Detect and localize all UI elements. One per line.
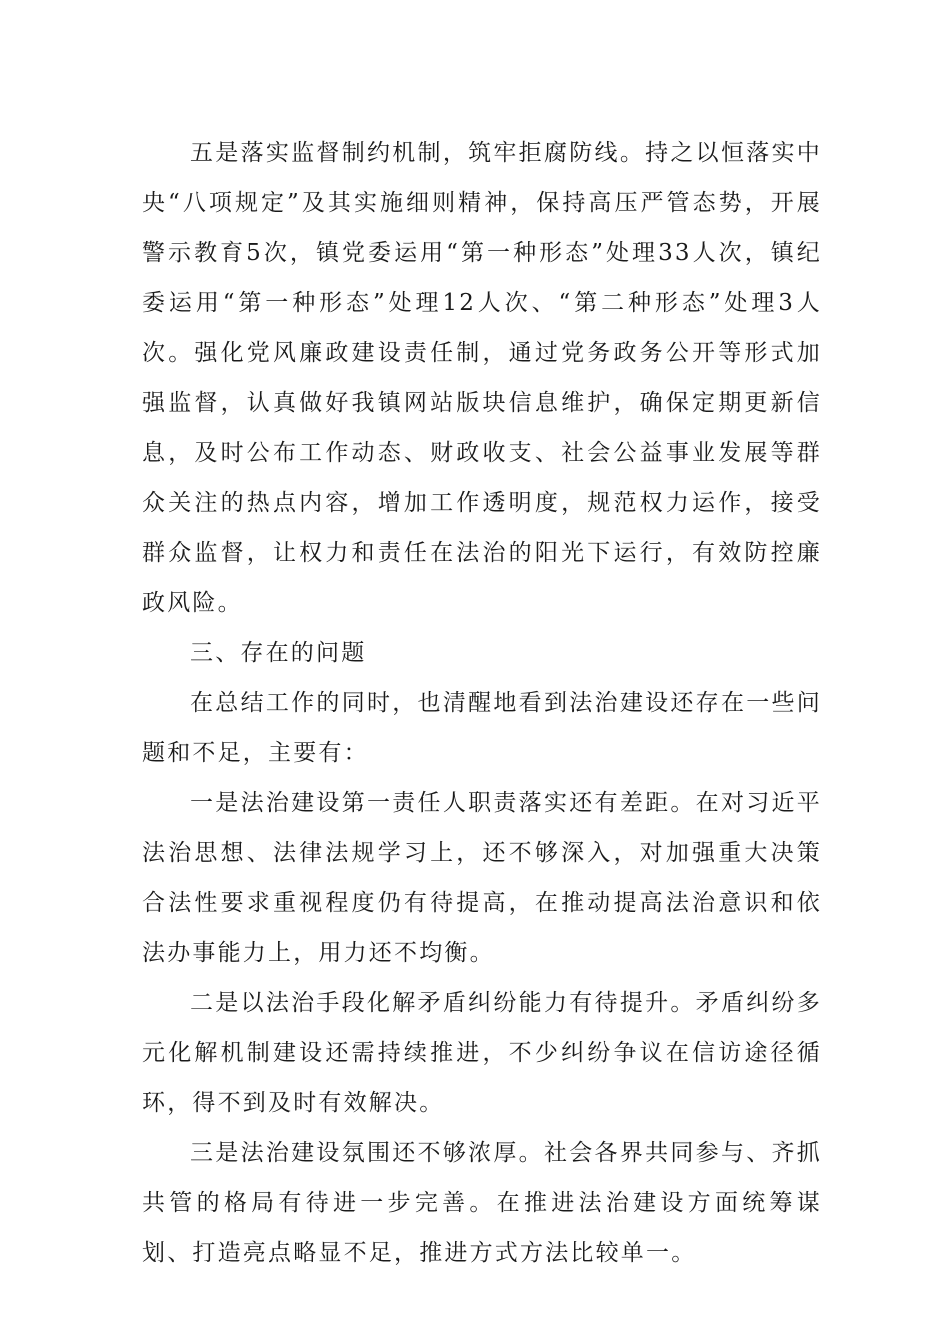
paragraph-problem-two: 二是以法治手段化解矛盾纠纷能力有待提升。矛盾纠纷多元化解机制建设还需持续推进，不少纠纷争议在信访途径循环，得不到及时有效解决。 bbox=[142, 990, 822, 1116]
paragraph-summary-intro: 在总结工作的同时，也清醒地看到法治建设还存在一些问题和不足，主要有： bbox=[142, 690, 822, 766]
paragraph-problem-three: 三是法治建设氛围还不够浓厚。社会各界共同参与、齐抓共管的格局有待进一步完善。在推进法治建设方面统筹谋划、打造亮点略显不足，推进方式方法比较单一。 bbox=[142, 1140, 822, 1266]
section-heading-problems: 三、存在的问题 bbox=[190, 640, 367, 666]
paragraph-problem-one: 一是法治建设第一责任人职责落实还有差距。在对习近平法治思想、法律法规学习上，还不够深入，对加强重大决策合法性要求重视程度仍有待提高，在推动提高法治意识和依法办事能力上，用力还不均衡。 bbox=[142, 790, 822, 966]
document-body bbox=[142, 128, 822, 1278]
paragraph-supervision: 五是落实监督制约机制，筑牢拒腐防线。持之以恒落实中央“八项规定”及其实施细则精神，保持高压严管态势，开展警示教育5次，镇党委运用“第一种形态”处理33人次，镇纪委运用“第一种形态”处理12人次、“第二种形态”处理3人次。强化党风廉政建设责任制，通过党务政务公开等形式加强监督，认真做好我镇网站版块信息维护，确保定期更新信息，及时公布工作动态、财政收支、社会公益事业发展等群众关注的热点内容，增加工作透明度，规范权力运作，接受群众监督，让权力和责任在法治的阳光下运行，有效防控廉政风险。 bbox=[142, 140, 822, 616]
